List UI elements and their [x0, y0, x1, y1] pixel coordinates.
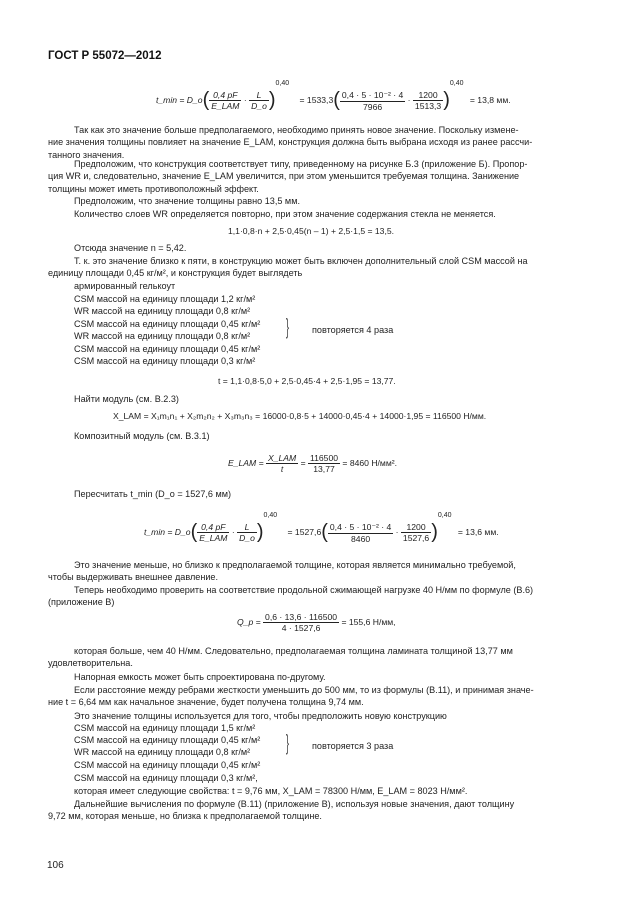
paragraph-12 — [48, 645, 554, 670]
layer-item: CSM массой на единицу площади 0,45 кг/м² — [74, 319, 261, 329]
frac-den: 4 · 1527,6 — [281, 623, 321, 633]
layer-item: CSM массой на единицу площади 0,45 кг/м² — [74, 735, 261, 745]
text-line: Так как это значение больше предполагаемого, необходимо принять новое значение. Поскольку измене- — [74, 125, 519, 135]
layer-item: CSM массой на единицу площади 0,45 кг/м² — [74, 760, 261, 770]
document-header: ГОСТ Р 55072—2012 — [48, 50, 162, 62]
frac-num: L — [237, 522, 257, 533]
paragraph-2 — [48, 158, 554, 195]
frac-den: D_o — [239, 533, 255, 544]
paragraph-16: которая имеет следующие свойства: t = 9,76 мм, X_LAM = 78300 Н/мм, E_LAM = 8023 Н/мм². — [74, 786, 468, 796]
equals-sign: = — [300, 457, 306, 468]
formula-elam — [228, 453, 397, 474]
frac-den: 1527,6 — [402, 533, 430, 544]
paragraph-15: Это значение толщины используется для того, чтобы предположить новую конструкцию — [74, 711, 447, 721]
paragraph-17 — [48, 798, 554, 823]
repeat-note-2: повторяется 3 раза — [312, 741, 394, 751]
layer-item: CSM массой на единицу площади 0,3 кг/м², — [74, 773, 258, 783]
text-line: (приложение В) — [48, 597, 115, 608]
text-line: ние t = 6,64 мм как начальное значение, будет получена толщина 9,74 мм. — [48, 697, 364, 708]
paragraph-8: Композитный модуль (см. В.3.1) — [74, 431, 210, 441]
layer-item: армированный гелькоут — [74, 281, 176, 291]
formula-tmin-1: t_min = D_o( $\frac{0,4 pF}{\text{E\_LAM}}$ · $\frac{L}{D\_o}$ )$^{0,40}$ = 1533,3( $\frac{\text{0,4 · 5 · 10⁻² · 4}}{7966}$ · $\frac{1200}{1513,3}$ )$^{0,40}$ = 13,8 мм. — [156, 80, 511, 112]
layer-item: CSM массой на единицу площади 1,5 кг/м² — [74, 723, 256, 733]
text-line: которая больше, чем 40 Н/мм. Следовательно, предполагаемая толщина ламината толщиной 13,77 мм — [74, 646, 513, 656]
text-line: Это значение меньше, но близко к предполагаемой толщине, которая является минимально требуемой, — [74, 560, 516, 570]
text-line: Теперь необходимо проверить на соответствие продольной сжимающей нагрузке 40 Н/мм по формуле (В.6) — [74, 585, 534, 595]
text-line: единицу площади 0,45 кг/м², и конструкция будет выглядеть — [48, 268, 303, 279]
text-line: толщины может иметь противоположный эффект. — [48, 183, 259, 194]
paragraph-13: Напорная емкость может быть спроектирована по-другому. — [74, 672, 326, 682]
text-line: Предположим, что конструкция соответствует типу, приведенному на рисунке Б.3 (приложение Б). Пропор- — [74, 159, 528, 169]
frac-num: 0,6 · 13,6 · 116500 — [265, 612, 338, 622]
formula-xlam: X_LAM = X₁m₁n₁ + X₂m₂n₂ + X₃m₃n₃ = 16000·0,8·5 + 14000·0,45·4 + 14000·1,95 = 116500 Н/мм. — [113, 411, 487, 421]
paragraph-5: Отсюда значение n = 5,42. — [74, 243, 187, 253]
formula-result: = 155,6 Н/мм, — [341, 616, 396, 627]
frac-num: 1200 — [413, 90, 443, 101]
paragraph-7: Найти модуль (см. В.2.3) — [74, 394, 179, 404]
brace-icon: } — [286, 730, 289, 755]
frac-num: 0,4 pF — [197, 522, 229, 533]
layer-item: CSM массой на единицу площади 0,3 кг/м² — [74, 356, 256, 366]
frac-num: 1200 — [401, 522, 431, 533]
frac-den: E_LAM — [199, 533, 228, 544]
page-number: 106 — [47, 860, 64, 871]
text-line: Т. к. это значение близко к пяти, в конструкцию может быть включен дополнительный слой CSM массой на — [74, 256, 528, 266]
formula-result: = 13,8 мм. — [469, 95, 511, 105]
text-line: Если расстояние между ребрами жесткости уменьшить до 500 мм, то из формулы (В.11), и принимая значе- — [74, 685, 534, 695]
paragraph-6 — [48, 255, 554, 280]
brace-icon: } — [286, 314, 289, 339]
paragraph-4: Количество слоев WR определяется повторно, при этом значение содержания стекла не меняется. — [74, 209, 496, 219]
paragraph-9: Пересчитать t_min (D_o = 1527,6 мм) — [74, 489, 232, 499]
paragraph-1 — [48, 124, 554, 161]
frac-den: D_o — [251, 101, 267, 112]
formula-thickness: t = 1,1·0,8·5,0 + 2,5·0,45·4 + 2,5·1,95 = 13,77. — [218, 376, 396, 386]
layer-item: WR массой на единицу площади 0,8 кг/м² — [74, 306, 251, 316]
frac-den: 8460 — [351, 533, 371, 544]
paragraph-10 — [48, 559, 554, 584]
frac-num: X_LAM — [267, 453, 297, 463]
formula-result: = 8460 Н/мм². — [342, 457, 397, 468]
formula-lhs: t_min = D_o — [156, 95, 203, 105]
frac-den: 1513,3 — [414, 101, 442, 112]
text-line: 9,72 мм, которая меньше, но близка к предполагаемой толщине. — [48, 811, 322, 822]
exponent: 0,40 — [449, 80, 464, 87]
text-line: чтобы выдерживать внешнее давление. — [48, 572, 219, 583]
repeat-note-1: повторяется 4 раза — [312, 325, 394, 335]
formula-mid: = 1533,3 — [299, 95, 334, 105]
frac-num: 116500 — [309, 453, 339, 463]
frac-den: t — [280, 464, 284, 474]
frac-den: E_LAM — [211, 101, 240, 112]
layer-item: CSM массой на единицу площади 1,2 кг/м² — [74, 294, 256, 304]
layer-item: WR массой на единицу площади 0,8 кг/м² — [74, 747, 251, 757]
exponent: 0,40 — [275, 80, 290, 87]
paragraph-11 — [48, 584, 554, 609]
frac-num: 0,4 pF — [209, 90, 241, 101]
frac-num: 0,4 · 5 · 10⁻² · 4 — [341, 89, 404, 100]
text-line: танного значения. — [48, 149, 125, 160]
text-line: ние значения толщины повлияет на значение E_LAM, конструкция должна быть выбрана исходя из ранее рассчи- — [48, 137, 533, 148]
formula-qp — [237, 612, 396, 633]
layer-item: CSM массой на единицу площади 0,45 кг/м² — [74, 344, 261, 354]
frac-num: 0,4 · 5 · 10⁻² · 4 — [329, 521, 392, 532]
formula-mid: = 1527,6 — [287, 527, 322, 537]
formula-result: = 13,6 мм. — [457, 527, 499, 537]
formula-lhs: Q_p = — [237, 616, 261, 627]
exponent: 0,40 — [437, 512, 452, 519]
formula-tmin-2: t_min = D_o( $\frac{0,4 pF}{\text{E\_LAM}}$ · $\frac{L}{D\_o}$ )$^{0,40}$ = 1527,6( $\frac{\text{0,4 · 5 · 10⁻² · 4}}{8460}$ · $\frac{1200}{1527,6}$ )$^{0,40}$ = 13,6 мм. — [144, 512, 499, 544]
formula-layers-count: 1,1·0,8·n + 2,5·0,45(n – 1) + 2,5·1,5 = 13,5. — [228, 226, 395, 236]
frac-den: 13,77 — [313, 464, 335, 474]
exponent: 0,40 — [263, 512, 278, 519]
layer-item: WR массой на единицу площади 0,8 кг/м² — [74, 331, 251, 341]
text-line: Дальнейшие вычисления по формуле (В.11) (приложение В), используя новые значения, дают толщину — [74, 799, 515, 809]
paragraph-14 — [48, 684, 554, 709]
formula-lhs: t_min = D_o — [144, 527, 191, 537]
text-line: ция WR и, следовательно, значение E_LAM увеличится, при этом уменьшится требуемая толщина. Занижение — [48, 171, 520, 182]
paragraph-3: Предположим, что значение толщины равно 13,5 мм. — [74, 196, 300, 206]
text-line: удовлетворительна. — [48, 658, 133, 669]
frac-num: L — [249, 90, 269, 101]
frac-den: 7966 — [363, 101, 383, 112]
formula-lhs: E_LAM = — [228, 457, 264, 468]
